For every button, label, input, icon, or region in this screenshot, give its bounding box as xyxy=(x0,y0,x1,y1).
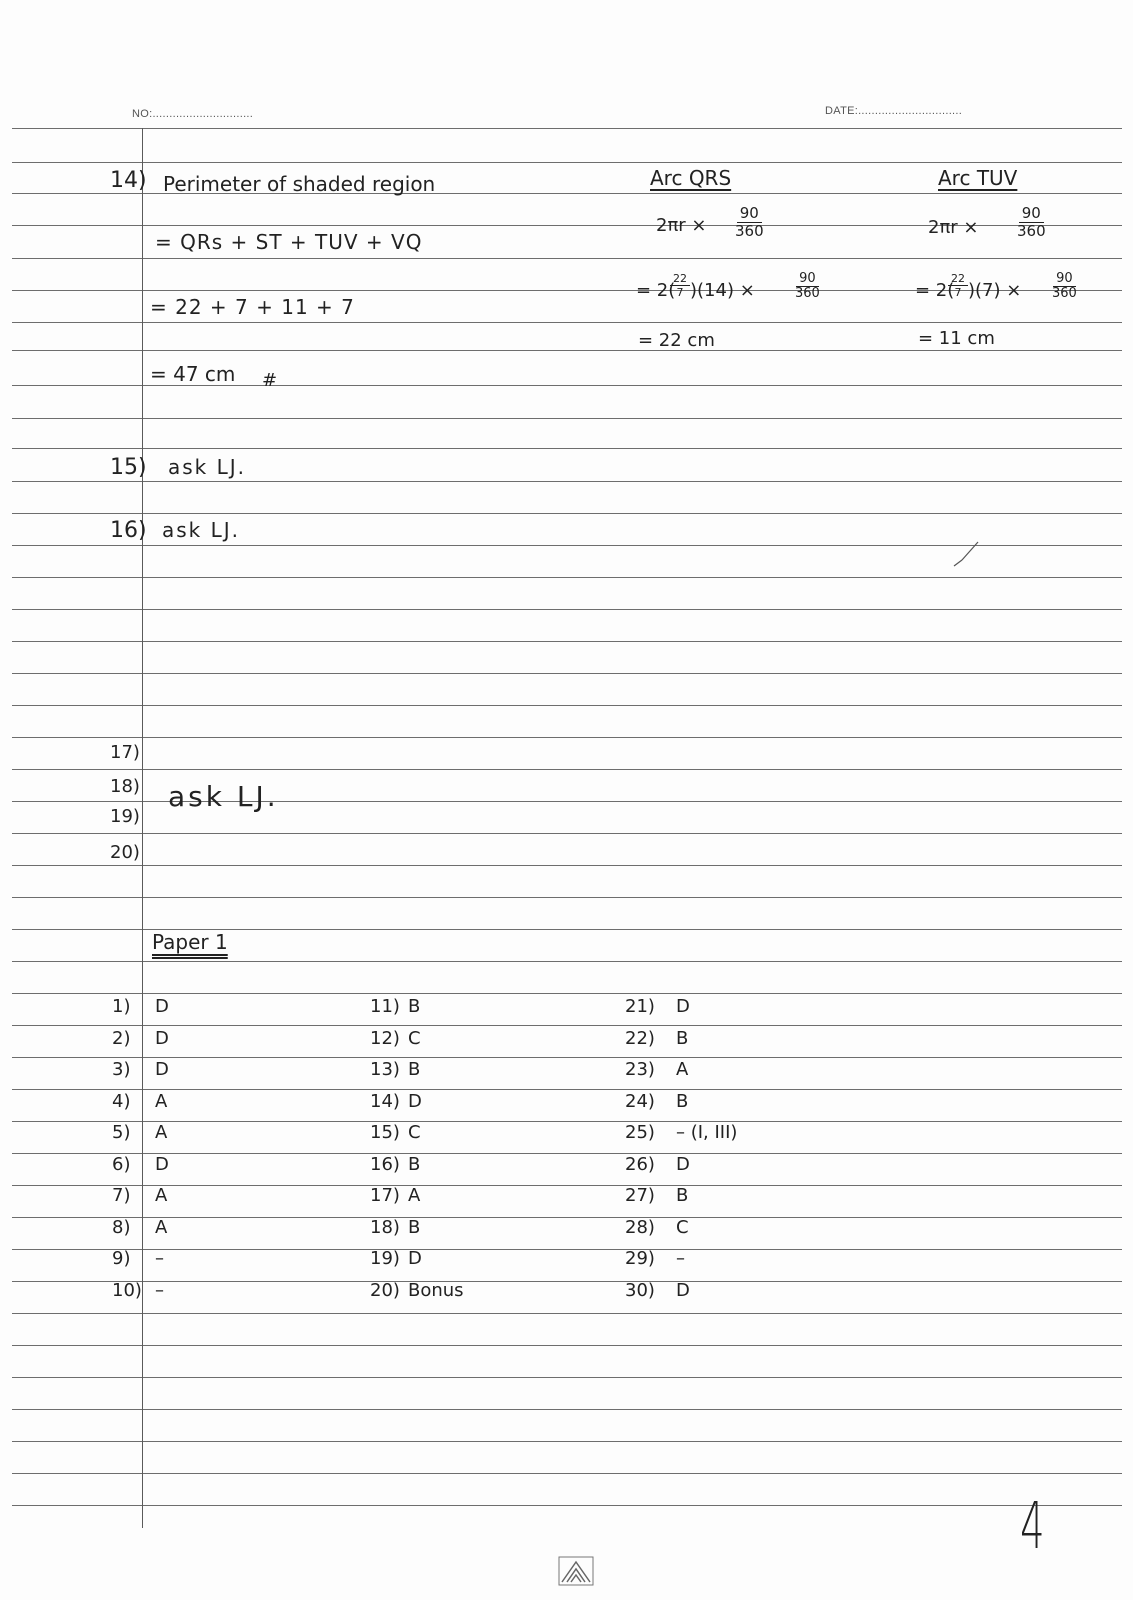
answer-choice: D xyxy=(155,1028,169,1049)
answer-number: 22) xyxy=(625,1028,655,1049)
arc-qrs-formula: 2πr × xyxy=(656,215,707,236)
answer-number: 27) xyxy=(625,1185,655,1206)
arc-qrs-pi-fraction xyxy=(670,272,690,299)
ruled-line xyxy=(12,1121,1122,1122)
answer-number: 21) xyxy=(625,996,655,1017)
ruled-line xyxy=(12,128,1122,129)
q19-number: 19) xyxy=(110,806,140,827)
answer-choice: B xyxy=(408,1059,421,1080)
ruled-line xyxy=(12,1377,1122,1378)
answer-number: 29) xyxy=(625,1248,655,1269)
tick-mark-icon xyxy=(952,540,982,570)
arc-tuv-pi-num: 22 xyxy=(948,272,968,286)
ruled-line xyxy=(12,993,1122,994)
q14-line-2: = 22 + 7 + 11 + 7 xyxy=(150,295,355,319)
ruled-line xyxy=(12,1505,1122,1506)
ruled-line xyxy=(12,1441,1122,1442)
answer-choice: B xyxy=(408,996,421,1017)
q14-title: Perimeter of shaded region xyxy=(163,172,436,196)
arc-qrs-result: = 22 cm xyxy=(638,330,715,351)
answer-choice: A xyxy=(155,1217,168,1238)
arc-qrs-pi-den: 7 xyxy=(676,286,684,299)
ruled-line xyxy=(12,865,1122,866)
arc-qrs-fraction-den: 360 xyxy=(735,222,764,240)
ruled-line xyxy=(12,1153,1122,1154)
arc-qrs-fraction-num: 90 xyxy=(737,205,762,223)
q17-number: 17) xyxy=(110,742,140,763)
arc-tuv-sub-num: 90 xyxy=(1053,272,1076,287)
ruled-line xyxy=(12,481,1122,482)
q15-number: 15) xyxy=(110,455,147,480)
answer-number: 12) xyxy=(370,1028,400,1049)
date-field-label: DATE:............................... xyxy=(825,105,963,117)
answer-choice: B xyxy=(676,1091,689,1112)
q14-line-1: = QRs + ST + TUV + VQ xyxy=(155,230,423,254)
arc-tuv-pi-den: 7 xyxy=(954,286,962,299)
q17-20-text: ask LJ. xyxy=(168,780,279,813)
arc-qrs-sub-fraction xyxy=(795,272,820,301)
answer-number: 26) xyxy=(625,1154,655,1175)
no-field-label: NO:.............................. xyxy=(132,108,254,120)
ruled-line xyxy=(12,1057,1122,1058)
ruled-line xyxy=(12,350,1122,351)
arc-tuv-heading: Arc TUV xyxy=(938,166,1018,190)
ruled-line xyxy=(12,609,1122,610)
ruled-line xyxy=(12,897,1122,898)
ruled-line xyxy=(12,513,1122,514)
q18-number: 18) xyxy=(110,776,140,797)
answer-choice: A xyxy=(155,1122,168,1143)
arc-qrs-sub-den: 360 xyxy=(795,286,820,301)
answer-choice: – xyxy=(155,1248,164,1269)
answer-choice: C xyxy=(408,1028,421,1049)
answer-choice: – (I, III) xyxy=(676,1122,738,1143)
arc-qrs-pi-num: 22 xyxy=(670,272,690,286)
page-number: 4 xyxy=(1020,1490,1045,1564)
ruled-line xyxy=(12,322,1122,323)
answer-choice: – xyxy=(155,1280,164,1301)
answer-number: 19) xyxy=(370,1248,400,1269)
ruled-line xyxy=(12,418,1122,419)
answer-number: 16) xyxy=(370,1154,400,1175)
answer-choice: D xyxy=(676,1280,690,1301)
answer-choice: D xyxy=(408,1248,422,1269)
answer-number: 30) xyxy=(625,1280,655,1301)
arc-tuv-fraction xyxy=(1017,205,1046,240)
arc-tuv-formula: 2πr × xyxy=(928,217,979,238)
answer-choice: B xyxy=(408,1154,421,1175)
margin-line xyxy=(142,128,143,1528)
answer-choice: D xyxy=(408,1091,422,1112)
publisher-logo-icon xyxy=(558,1556,594,1586)
ruled-line xyxy=(12,1473,1122,1474)
answer-choice: – xyxy=(676,1248,685,1269)
answer-number: 10) xyxy=(112,1280,142,1301)
answer-number: 11) xyxy=(370,996,400,1017)
ruled-line xyxy=(12,641,1122,642)
arc-qrs-sub-prefix: = 2( xyxy=(636,280,676,301)
arc-tuv-pi-fraction xyxy=(948,272,968,299)
ruled-line xyxy=(12,737,1122,738)
answer-number: 23) xyxy=(625,1059,655,1080)
arc-qrs-sub-num: 90 xyxy=(796,272,819,287)
answer-choice: B xyxy=(676,1028,689,1049)
answer-choice: A xyxy=(408,1185,421,1206)
arc-qrs-heading: Arc QRS xyxy=(650,166,732,190)
answer-number: 9) xyxy=(112,1248,131,1269)
answer-choice: D xyxy=(676,1154,690,1175)
arc-tuv-sub-prefix: = 2( xyxy=(915,280,955,301)
arc-tuv-sub-suffix: )(7) × xyxy=(968,280,1022,301)
answer-choice: C xyxy=(408,1122,421,1143)
ruled-line xyxy=(12,1217,1122,1218)
answer-number: 8) xyxy=(112,1217,131,1238)
q14-number: 14) xyxy=(110,168,147,193)
arc-tuv-sub-fraction xyxy=(1052,272,1077,301)
answer-number: 2) xyxy=(112,1028,131,1049)
ruled-line xyxy=(12,961,1122,962)
paper1-heading: Paper 1 xyxy=(152,930,228,954)
arc-tuv-result: = 11 cm xyxy=(918,328,995,349)
answer-choice: A xyxy=(155,1091,168,1112)
ruled-line xyxy=(12,1345,1122,1346)
ruled-line xyxy=(12,1313,1122,1314)
ruled-line xyxy=(12,1281,1122,1282)
q14-line-3: = 47 cm xyxy=(150,362,236,386)
answer-number: 13) xyxy=(370,1059,400,1080)
ruled-line xyxy=(12,1409,1122,1410)
ruled-line xyxy=(12,1089,1122,1090)
ruled-line xyxy=(12,162,1122,163)
answer-number: 25) xyxy=(625,1122,655,1143)
answer-number: 24) xyxy=(625,1091,655,1112)
q15-text: ask LJ. xyxy=(168,455,247,479)
answer-number: 17) xyxy=(370,1185,400,1206)
answer-choice: A xyxy=(676,1059,689,1080)
answer-choice: B xyxy=(676,1185,689,1206)
ruled-line xyxy=(12,258,1122,259)
answer-number: 1) xyxy=(112,996,131,1017)
ruled-line xyxy=(12,673,1122,674)
q16-number: 16) xyxy=(110,518,147,543)
arc-tuv-fraction-den: 360 xyxy=(1017,222,1046,240)
q14-answer-mark: # xyxy=(262,370,278,391)
answer-number: 6) xyxy=(112,1154,131,1175)
ruled-line xyxy=(12,833,1122,834)
answer-choice: B xyxy=(408,1217,421,1238)
ruled-line xyxy=(12,769,1122,770)
arc-tuv-fraction-num: 90 xyxy=(1019,205,1044,223)
ruled-line xyxy=(12,1249,1122,1250)
answer-number: 7) xyxy=(112,1185,131,1206)
arc-tuv-sub-den: 360 xyxy=(1052,286,1077,301)
answer-choice: D xyxy=(155,1059,169,1080)
answer-number: 20) xyxy=(370,1280,400,1301)
answer-choice: D xyxy=(155,1154,169,1175)
answer-choice: D xyxy=(676,996,690,1017)
answer-choice: A xyxy=(155,1185,168,1206)
answer-number: 3) xyxy=(112,1059,131,1080)
answer-choice: D xyxy=(155,996,169,1017)
answer-choice: Bonus xyxy=(408,1280,464,1301)
answer-number: 15) xyxy=(370,1122,400,1143)
ruled-line xyxy=(12,705,1122,706)
ruled-line xyxy=(12,448,1122,449)
q16-text: ask LJ. xyxy=(162,518,241,542)
answer-number: 28) xyxy=(625,1217,655,1238)
answer-choice: C xyxy=(676,1217,689,1238)
ruled-line xyxy=(12,1025,1122,1026)
arc-qrs-sub-suffix: )(14) × xyxy=(690,280,755,301)
answer-number: 14) xyxy=(370,1091,400,1112)
q20-number: 20) xyxy=(110,842,140,863)
ruled-line xyxy=(12,577,1122,578)
arc-qrs-fraction xyxy=(735,205,764,240)
answer-number: 4) xyxy=(112,1091,131,1112)
answer-number: 18) xyxy=(370,1217,400,1238)
ruled-line xyxy=(12,1185,1122,1186)
answer-number: 5) xyxy=(112,1122,131,1143)
